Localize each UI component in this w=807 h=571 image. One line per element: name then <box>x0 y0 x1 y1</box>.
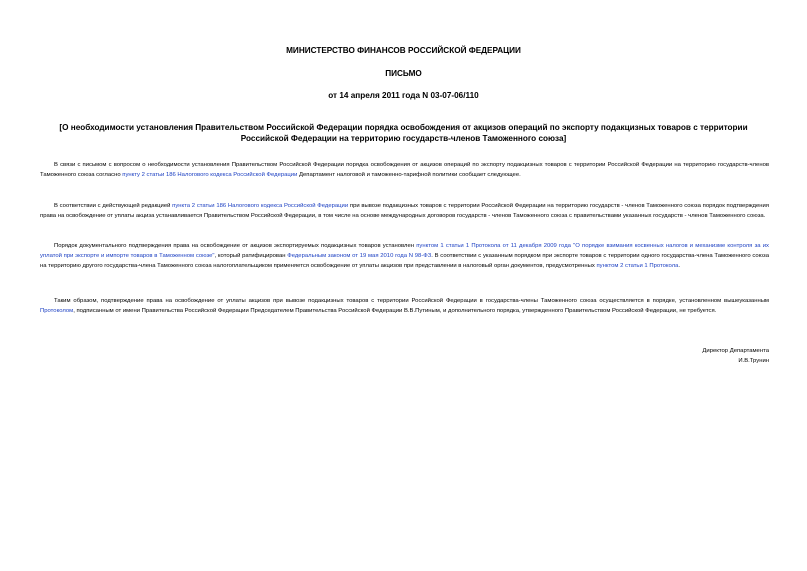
document-subject: [О необходимости установления Правительством Российской Федерации порядка освобождения от акцизов операций по экспорту подакцизных товаров с территории Российской Федерации на территорию государств-членов Таможенного союза] <box>59 123 748 143</box>
protocol-link[interactable]: пунктом 1 статьи 1 Протокола от 11 декабря 2009 года "О порядке взимания косвенных налогов и механизме контроля за их уплатой при экспорте и импорте товаров в Таможенном союзе" <box>40 243 769 259</box>
ministry-heading: МИНИСТЕРСТВО ФИНАНСОВ РОССИЙСКОЙ ФЕДЕРАЦИИ <box>286 46 521 55</box>
paragraph-text: . В соответствии с указанным порядком при экспорте товаров с территории одного государства-члена Таможенного союза на территорию другого государства-члена Таможенного союза налогоплательщиком применяется освобождение от уплаты акцизов при представлении в налоговый орган документов, предусмотренных <box>40 253 770 269</box>
paragraph-4 <box>40 296 769 316</box>
paragraph-2 <box>40 201 769 221</box>
federal-law-link[interactable]: Федеральным законом от 19 мая 2010 года N 98-ФЗ <box>287 253 432 259</box>
tax-code-link[interactable]: пункта 2 статьи 186 Налогового кодекса Российской Федерации <box>172 203 349 209</box>
signatory-position: Директор Департамента <box>702 348 769 354</box>
paragraph-text: . <box>678 263 681 269</box>
paragraph-text: В связи с письмом с вопросом о необходимости установления Правительством Российской Федерации порядка освобождения от акцизов операций по экспорту подакцизных товаров с территории Российской Федерации на территорию государств-членов Таможенного союза согласно <box>40 162 769 178</box>
paragraph-text: В соответствии с действующей редакцией <box>54 203 173 209</box>
protocol-article-link[interactable]: пунктом 2 статьи 1 Протокола <box>596 263 679 269</box>
paragraph-text: при вывозе подакцизных товаров с территории Российской Федерации на территорию государств - членов Таможенного союза порядок подтверждения права на освобождение от уплаты акциза устанавливается Правительством Российской Федерации, в том числе на основе международных договоров государств - членов Таможенного союза с правительствами указанных государств - членов Таможенного союза. <box>40 203 769 219</box>
document-date-number: от 14 апреля 2011 года N 03-07-06/110 <box>328 91 479 100</box>
paragraph-1 <box>40 160 769 180</box>
paragraph-text: Таким образом, подтверждение права на освобождение от уплаты акцизов при вывозе подакцизных товаров с территории Российской Федерации в государства-члены Таможенного союза осуществляется в порядке, установленном вышеуказанным <box>54 298 769 304</box>
signatory-name: И.В.Трунин <box>738 358 769 364</box>
tax-code-link[interactable]: пункту 2 статьи 186 Налогового кодекса Российской Федерации <box>122 172 298 178</box>
document-type: ПИСЬМО <box>385 69 422 78</box>
paragraph-text: Порядок документального подтверждения права на освобождение от акцизов экспортируемых подакцизных товаров установлен <box>54 243 417 249</box>
protocol-link[interactable]: Протоколом <box>40 308 74 314</box>
paragraph-text: Департамент налоговой и таможенно-тарифной политики сообщает следующее. <box>297 172 521 178</box>
paragraph-text: , который ратифицирован <box>214 253 288 259</box>
paragraph-3 <box>40 241 769 271</box>
paragraph-text: , подписанным от имени Правительства Российской Федерации Председателем Правительства Российской Федерации В.В.Путиным, и дополнительного порядка, утвержденного Правительством Российской Федерации, не требуется. <box>73 308 717 314</box>
